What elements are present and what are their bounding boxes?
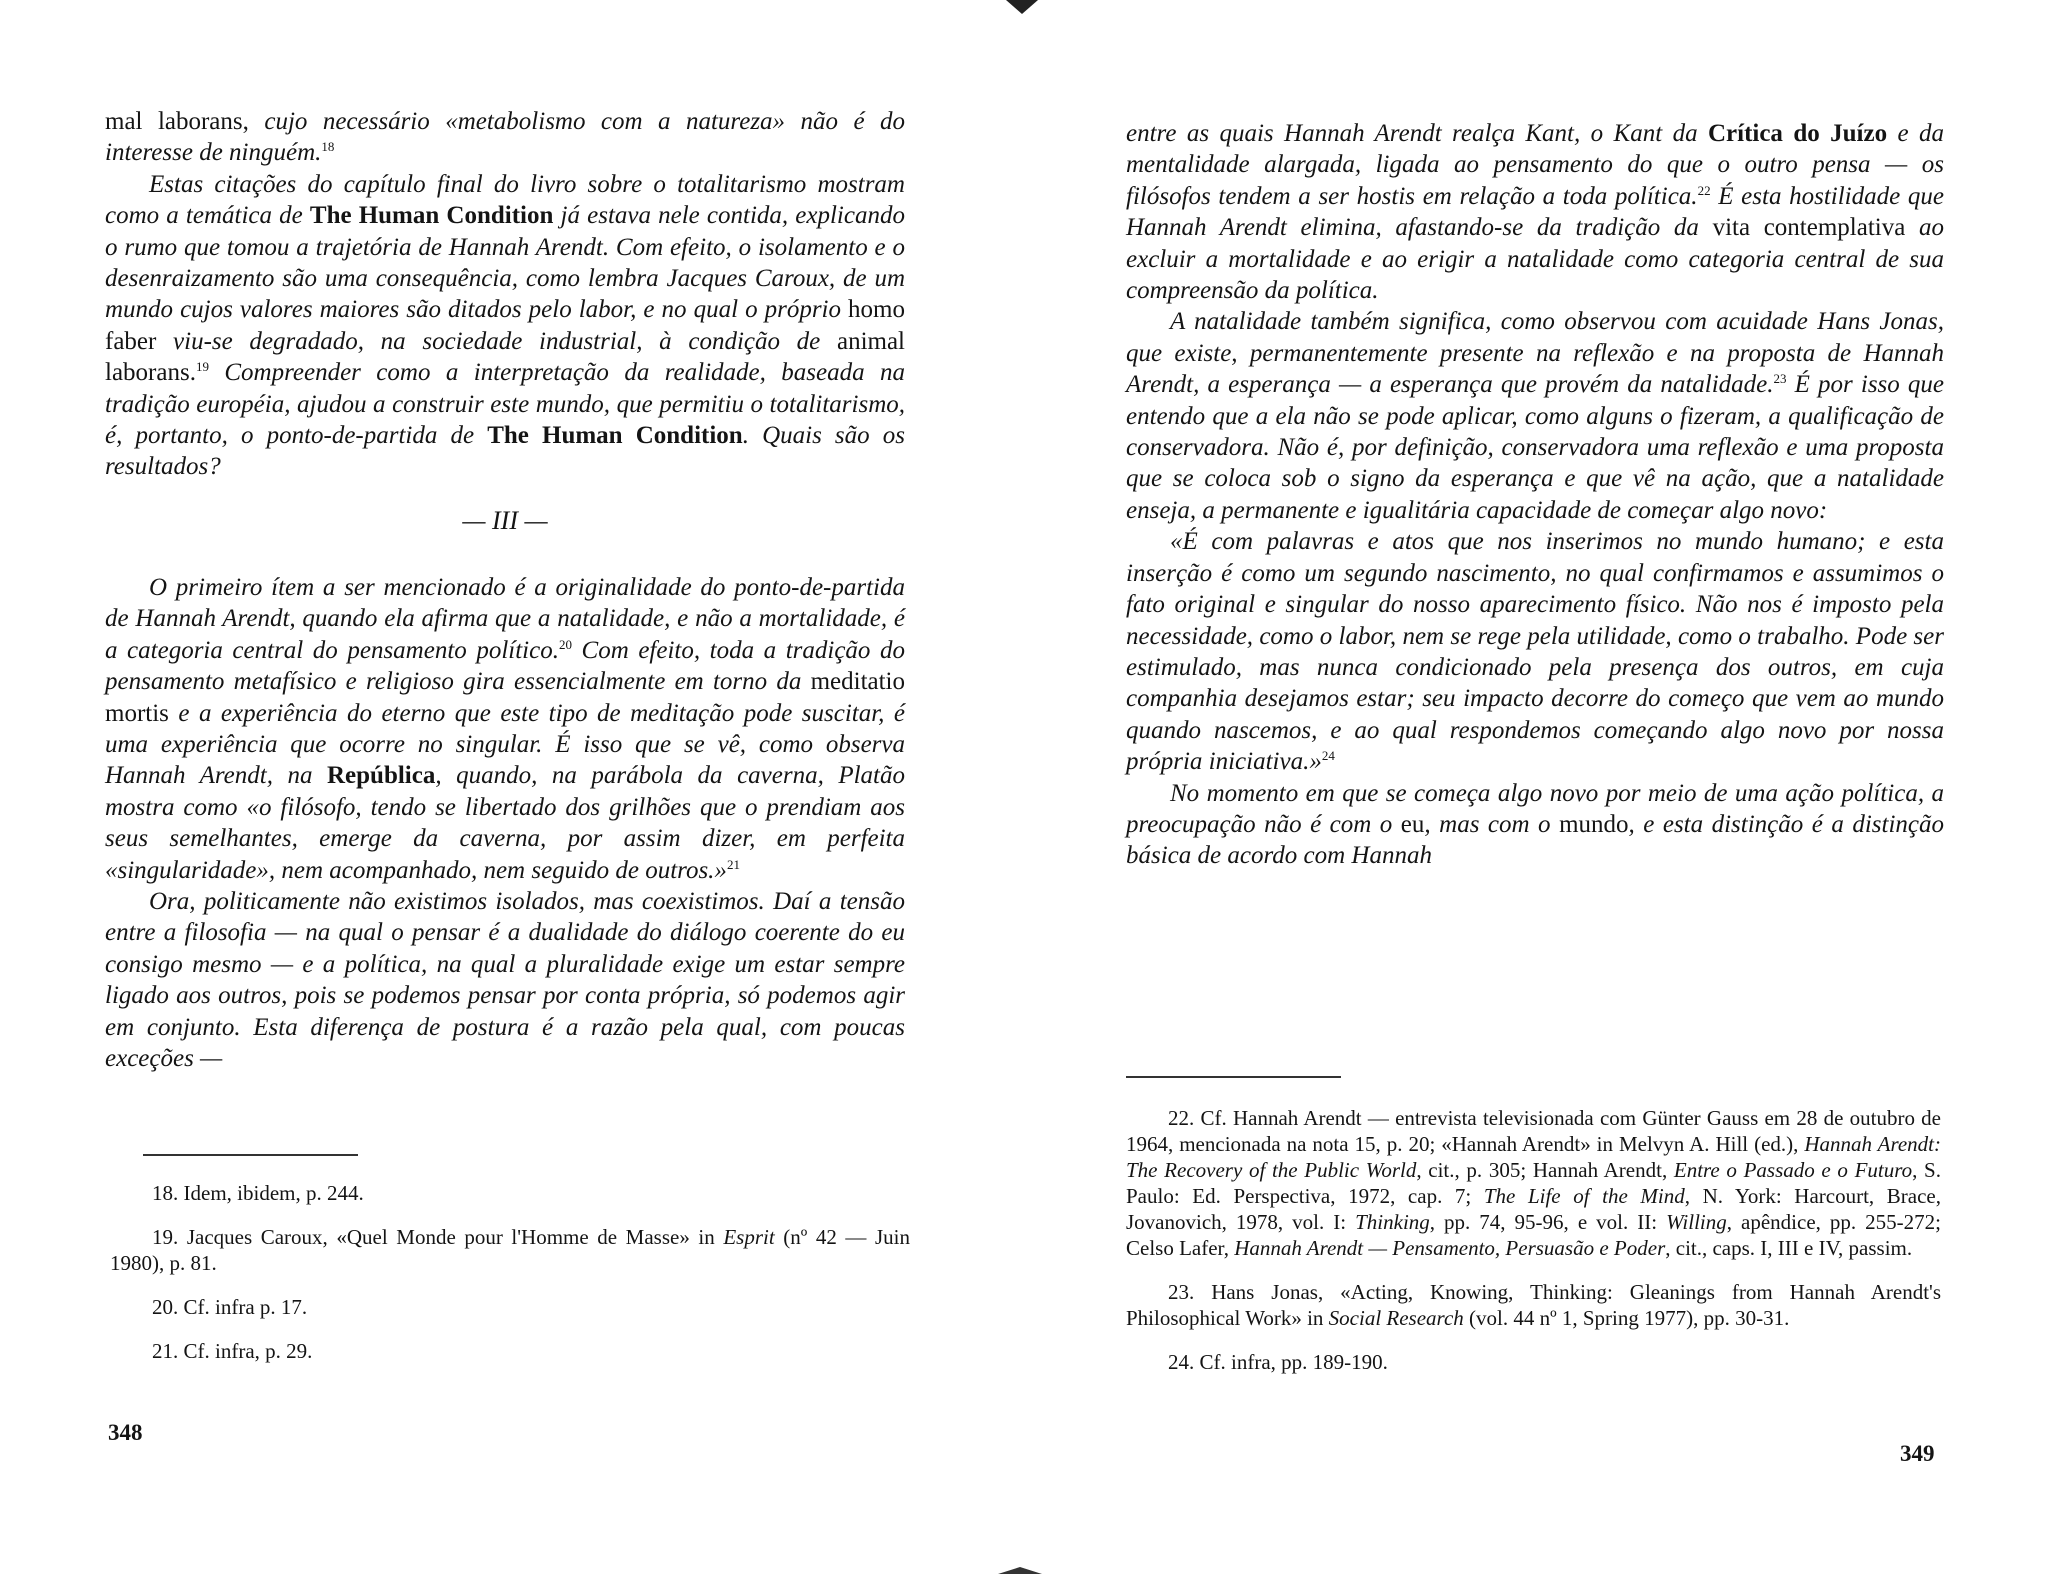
footnote-ref-19: 19 [195,359,209,375]
footnote-23: 23. Hans Jonas, «Acting, Knowing, Thinking: Gleanings from Hannah Arendt's Philosophical Work» in Social Research (vol. 44 nº 1, Spring 1977), pp. 30-31. [1126,1280,1941,1330]
footnote-20: 20. Cf. infra p. 17. [152,1295,308,1319]
footnote-ref-22: 22 [1697,182,1711,198]
left-footnotes [110,1180,910,1382]
left-body-column [105,106,905,1074]
footnote-21: 21. Cf. infra, p. 29. [152,1339,313,1363]
right-paragraph-2: A natalidade também significa, como observou com acuidade Hans Jonas, que existe, permanentemente presente na reflexão e na proposta de Hannah Arendt, a esperança — a esperança que provém da natalidade.$^{23}$ É por isso que entendo que a ela não se pode aplicar, como alguns o fizeram, a qualificação de conservadora. Não é, por definição, conservadora uma reflexão e uma proposta que se coloca sob o signo da esperança e que vê na ação, que a natalidade enseja, a permanente e igualitária capacidade de começar algo novo: [1126,308,1945,524]
left-paragraph-2: Estas citações do capítulo final do livro sobre o totalitarismo mostram como a temática de The Human Condition já estava nele contida, explicando o rumo que tomou a trajetória de Hannah Arendt. Com efeito, o isolamento e o desenraizamento são uma consequência, como lembra Jacques Caroux, de um mundo cujos valores maiores são ditados pelo labor, e no qual o próprio homo faber viu-se degradado, na sociedade industrial, à condição de animal laborans.$^{19}$ Compreender como a interpretação da realidade, baseada na tradição européia, ajudou a construir este mundo, que permitiu o totalitarismo, é, portanto, o ponto-de-partida de The Human Condition. Quais são os resultados? [105,170,905,481]
section-heading-iii: — III — [462,505,548,535]
footnote-19: 19. Jacques Caroux, «Quel Monde pour l'Homme de Masse» in Esprit (nº 42 — Juin 1980), p. 81. [110,1225,911,1275]
footnote-ref-23: 23 [1773,371,1787,387]
footnote-ref-20: 20 [558,636,572,652]
footnote-22: 22. Cf. Hannah Arendt — entrevista televisionada com Günter Gauss em 28 de outubro de 1964, mencionada na nota 15, p. 20; «Hannah Arendt» in Melvyn A. Hill (ed.), Hannah Arendt: The Recovery of the Public World, cit., p. 305; Hannah Arendt, Entre o Passado e o Futuro, S. Paulo: Ed. Perspectiva, 1972, cap. 7; The Life of the Mind, N. York: Harcourt, Brace, Jovanovich, 1978, vol. I: Thinking, pp. 74, 95-96, e vol. II: Willing, apêndice, pp. 255-272; Celso Lafer, Hannah Arendt — Pensamento, Persuasão e Poder, cit., caps. I, III e IV, passim. [1126,1106,1941,1260]
right-body-column [1126,118,1944,872]
page-number-right: 349 [1900,1441,1935,1466]
footnote-24: 24. Cf. infra, pp. 189-190. [1168,1350,1388,1374]
right-paragraph-1: entre as quais Hannah Arendt realça Kant, o Kant da Crítica do Juízo e da mentalidade alargada, ligada ao pensamento do que o outro pensa — os filósofos tendem a ser hostis em relação a toda política.$^{22}$ É esta hostilidade que Hannah Arendt elimina, afastando-se da tradição da vita contemplativa ao excluir a mortalidade e ao erigir a natalidade como categoria central de sua compreensão da política. [1126,120,1944,305]
footnote-ref-24: 24 [1321,748,1335,764]
footnote-ref-21: 21 [726,856,740,872]
footnote-18: 18. Idem, ibidem, p. 244. [152,1181,364,1205]
page-number-left: 348 [108,1420,143,1445]
right-paragraph-4: No momento em que se começa algo novo por meio de uma ação política, a preocupação não é com o eu, mas com o mundo, e esta distinção é a distinção básica de acordo com Hannah [1126,779,1944,870]
right-footnotes [1126,1105,1941,1393]
right-page [1024,0,2048,1577]
right-footnote-separator [1126,1076,1341,1078]
footnote-ref-18: 18 [321,139,335,155]
left-paragraph-3: O primeiro ítem a ser mencionado é a originalidade do ponto-de-partida de Hannah Arendt, quando ela afirma que a natalidade, e não a mortalidade, é a categoria central do pensamento político.$^{20}$ Com efeito, toda a tradição do pensamento metafísico e religioso gira essencialmente em torno da meditatio mortis e a experiência do eterno que este tipo de meditação pode suscitar, é uma experiência que ocorre no singular. É isso que se vê, como observa Hannah Arendt, na República, quando, na parábola da caverna, Platão mostra como «o filósofo, tendo se libertado dos grilhões que o prendiam aos seus semelhantes, emerge da caverna, por assim dizer, em perfeita «singularidade», nem acompanhado, nem seguido de outros.»$^{21}$ [105,573,906,884]
right-quotation: «É com palavras e atos que nos inserimos no mundo humano; e esta inserção é como um segundo nascimento, no qual confirmamos e assumimos o fato original e singular do nosso aparecimento físico. Não nos é imposto pela necessidade, como o labor, nem se rege pela utilidade, como o trabalho. Pode ser estimulado, mas nunca condicionado pela presença dos outros, em cuja companhia desejamos estar; seu impacto decorre do começo que vem ao mundo quando nascemos, e ao qual respondemos começando algo novo por nossa própria iniciativa.»$^{24}$ [1126,528,1944,776]
left-paragraph-4: Ora, politicamente não existimos isolados, mas coexistimos. Daí a tensão entre a filosofia — na qual o pensar é a dualidade do diálogo coerente do eu consigo mesmo — e a política, na qual a pluralidade exige um estar sempre ligado aos outros, pois se podemos pensar por conta própria, só podemos agir em conjunto. Esta diferença de postura é a razão pela qual, com poucas exceções — [105,887,905,1072]
left-paragraph-1: mal laborans, cujo necessário «metabolismo com a natureza» não é do interesse de ninguém.$^{18}$ [105,108,905,167]
left-footnote-separator [143,1154,358,1156]
